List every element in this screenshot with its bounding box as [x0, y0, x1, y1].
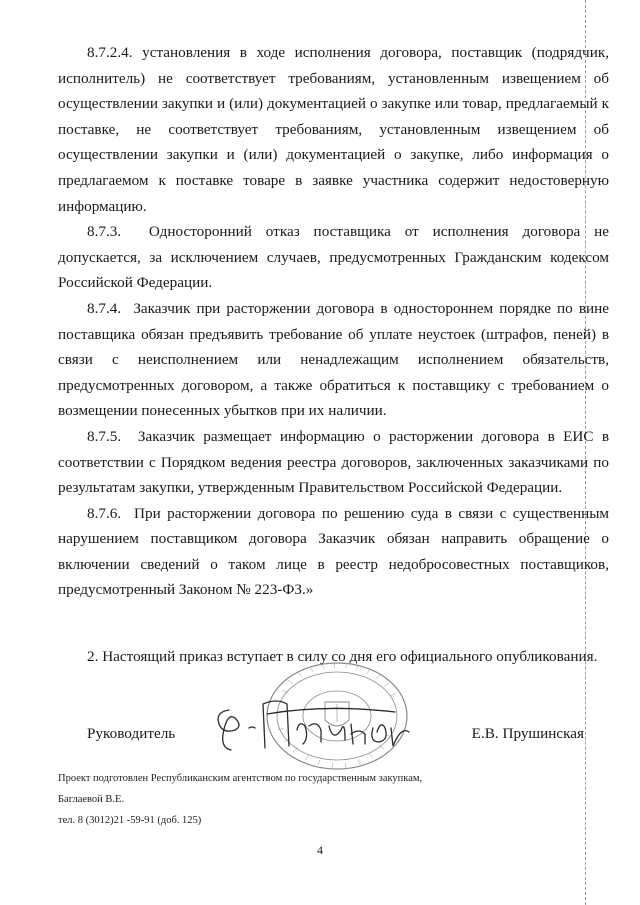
paragraph-8-7-5: [58, 424, 609, 501]
prepared-by-line: Баглаевой В.Е.: [58, 794, 125, 805]
document-body: [58, 40, 609, 603]
paragraph-text: При расторжении договора по решению суда в связи с существенным нарушением поставщиком договора Заказчик обязан направить обращение о включении сведений о таком лице в реестр недобросовестных поставщиков, предусмотренный Законом № 223-ФЗ.»: [58, 504, 610, 599]
paragraph-text: Заказчик при расторжении договора в одностороннем порядке по вине поставщика обязан предъявить требование об уплате неустоек (штрафов, пеней) в связи с неисполнением или ненадлежащим исполнением обязательств, предусмотренных договором, а также обратиться к поставщику с требованием о возмещении понесенных убытков при их наличии.: [58, 299, 610, 420]
signatory-name: Е.В. Прушинская: [471, 725, 584, 742]
prepared-by-line: тел. 8 (3012)21 -59-91 (доб. 125): [58, 815, 202, 826]
paragraph-text: Односторонний отказ поставщика от исполнения договора не допускается, за исключением случаев, предусмотренных Гражданским кодексом Российской Федерации.: [58, 223, 609, 292]
paragraph-number: 8.7.4.: [87, 299, 122, 317]
closing-statement: 2. Настоящий приказ вступает в силу со дня его официального опубликования.: [87, 648, 598, 665]
paragraph-number: 8.7.6.: [87, 504, 122, 522]
paragraph-number: 8.7.3.: [87, 223, 122, 241]
signatory-role: Руководитель: [87, 725, 176, 742]
prepared-by-note: [58, 768, 422, 831]
paragraph-number: 8.7.2.4.: [87, 44, 133, 61]
paragraph-text: установления в ходе исполнения договора, поставщик (подрядчик, исполнитель) не соответствует требованиям, установленным извещением об осуществлении закупки и (или) документацией о закупке или товар, предлагаемый к поставке, не соответствует требованиям, установленным извещением об осуществлении закупки и (или) документацией о закупке, либо информация о предлагаемом к поставке товаре в заявке участника содержит недостоверную информацию.: [58, 44, 610, 215]
paragraph-8-7-2-4: [58, 40, 609, 219]
paragraph-8-7-3: [58, 219, 609, 296]
signature-block: [87, 722, 584, 746]
paragraph-number: 8.7.5.: [87, 427, 122, 445]
paragraph-8-7-4: [58, 296, 609, 424]
paragraph-8-7-6: [58, 501, 609, 603]
page-number: 4: [317, 843, 323, 857]
paragraph-text: Заказчик размещает информацию о расторжении договора в ЕИС в соответствии с Порядком ведения реестра договоров, заключенных заказчиками по результатам закупки, утвержденным Правительством Российской Федерации.: [58, 427, 609, 497]
prepared-by-line: Проект подготовлен Республиканским агентством по государственным закупкам,: [58, 773, 423, 784]
